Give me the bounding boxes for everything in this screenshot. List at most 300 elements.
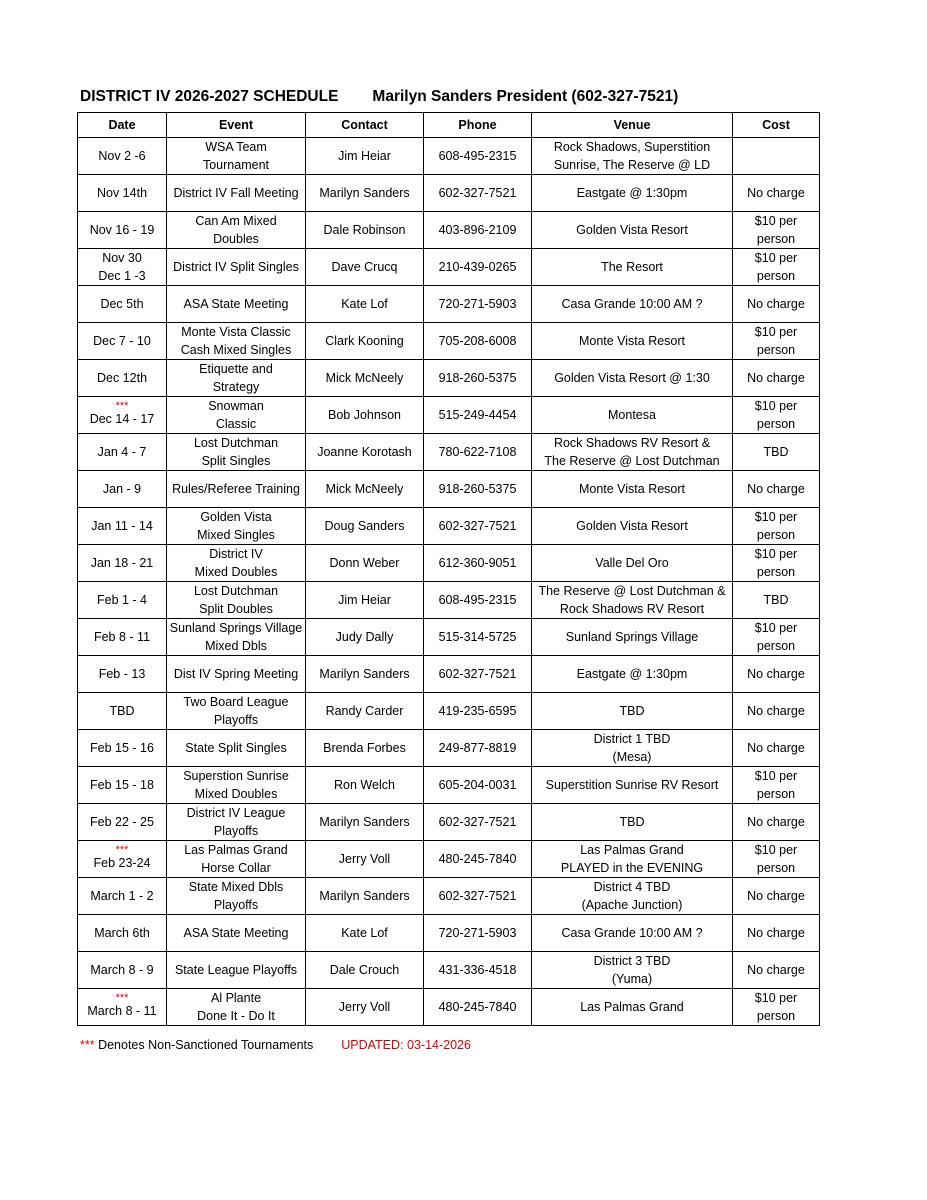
phone-text: 515-249-4454 bbox=[438, 408, 517, 422]
date-line: Nov 16 - 19 bbox=[89, 223, 155, 237]
cell-event bbox=[167, 656, 306, 693]
cell-contact bbox=[306, 915, 424, 952]
event-line: Split Singles bbox=[201, 454, 271, 468]
cell-venue bbox=[532, 508, 733, 545]
table-row bbox=[78, 360, 820, 397]
cell-cost bbox=[733, 508, 820, 545]
cell-event bbox=[167, 619, 306, 656]
cost-line: person bbox=[756, 343, 796, 357]
cell-date bbox=[78, 730, 167, 767]
cost-line: No charge bbox=[747, 371, 805, 385]
cost-line: No charge bbox=[747, 482, 805, 496]
contact-text: Randy Carder bbox=[325, 704, 404, 718]
cell-venue bbox=[532, 989, 733, 1026]
event-line: Las Palmas Grand bbox=[184, 843, 288, 857]
cell-phone bbox=[424, 434, 532, 471]
table-row bbox=[78, 397, 820, 434]
cell-date bbox=[78, 508, 167, 545]
contact-text: Marilyn Sanders bbox=[319, 667, 410, 681]
event-line: Playoffs bbox=[213, 898, 259, 912]
cell-phone bbox=[424, 693, 532, 730]
cell-event bbox=[167, 138, 306, 175]
date-line: March 1 - 2 bbox=[90, 889, 154, 903]
cost-line: person bbox=[756, 1009, 796, 1023]
event-line: Rules/Referee Training bbox=[172, 482, 300, 496]
cell-venue bbox=[532, 730, 733, 767]
date-line: Dec 7 - 10 bbox=[93, 334, 151, 348]
event-line: Split Doubles bbox=[199, 602, 273, 616]
phone-text: 480-245-7840 bbox=[438, 1000, 517, 1014]
cell-cost bbox=[733, 693, 820, 730]
phone-text: 602-327-7521 bbox=[438, 186, 517, 200]
table-row bbox=[78, 878, 820, 915]
cell-date bbox=[78, 138, 167, 175]
phone-text: 602-327-7521 bbox=[438, 519, 517, 533]
cell-venue bbox=[532, 878, 733, 915]
venue-line: Valle Del Oro bbox=[595, 556, 669, 570]
venue-line: Las Palmas Grand bbox=[580, 843, 684, 857]
cell-cost bbox=[733, 804, 820, 841]
cost-line: $10 per bbox=[754, 325, 798, 339]
date-line: TBD bbox=[109, 704, 135, 718]
non-sanctioned-marker: *** bbox=[80, 1038, 95, 1052]
cell-cost bbox=[733, 212, 820, 249]
cell-contact bbox=[306, 138, 424, 175]
venue-line: District 4 TBD bbox=[593, 880, 671, 894]
contact-text: Jim Heiar bbox=[338, 593, 391, 607]
event-line: Snowman bbox=[208, 399, 264, 413]
phone-text: 608-495-2315 bbox=[438, 593, 517, 607]
cell-phone bbox=[424, 508, 532, 545]
cell-event bbox=[167, 693, 306, 730]
event-line: Playoffs bbox=[213, 824, 259, 838]
phone-text: 249-877-8819 bbox=[438, 741, 517, 755]
cell-cost bbox=[733, 360, 820, 397]
cell-phone bbox=[424, 767, 532, 804]
contact-text: Mick McNeely bbox=[325, 482, 404, 496]
table-row bbox=[78, 841, 820, 878]
cell-cost bbox=[733, 915, 820, 952]
cell-cost bbox=[733, 175, 820, 212]
cell-venue bbox=[532, 471, 733, 508]
contact-text: Kate Lof bbox=[341, 297, 388, 311]
cost-line: $10 per bbox=[754, 621, 798, 635]
contact-text: Clark Kooning bbox=[325, 334, 404, 348]
date-line: Dec 14 - 17 bbox=[89, 412, 155, 426]
cell-cost bbox=[733, 323, 820, 360]
non-sanctioned-note: Denotes Non-Sanctioned Tournaments bbox=[94, 1038, 314, 1052]
cell-contact bbox=[306, 693, 424, 730]
venue-line: PLAYED in the EVENING bbox=[560, 861, 704, 875]
cell-contact bbox=[306, 360, 424, 397]
non-sanctioned-star: *** bbox=[115, 400, 129, 412]
cell-contact bbox=[306, 619, 424, 656]
event-line: State Mixed Dbls bbox=[188, 880, 284, 894]
non-sanctioned-star: *** bbox=[115, 844, 129, 856]
cell-event bbox=[167, 878, 306, 915]
cell-phone bbox=[424, 952, 532, 989]
cell-venue bbox=[532, 545, 733, 582]
cell-venue bbox=[532, 656, 733, 693]
schedule-body bbox=[78, 138, 820, 1026]
table-row bbox=[78, 286, 820, 323]
cell-cost bbox=[733, 397, 820, 434]
cell-date bbox=[78, 878, 167, 915]
cost-line: No charge bbox=[747, 889, 805, 903]
venue-line: Las Palmas Grand bbox=[580, 1000, 684, 1014]
cell-contact bbox=[306, 730, 424, 767]
event-line: Lost Dutchman bbox=[193, 436, 279, 450]
event-line: Horse Collar bbox=[201, 861, 271, 875]
cell-venue bbox=[532, 397, 733, 434]
cell-venue bbox=[532, 323, 733, 360]
venue-line: (Yuma) bbox=[611, 972, 653, 986]
table-row bbox=[78, 730, 820, 767]
table-row bbox=[78, 656, 820, 693]
phone-text: 918-260-5375 bbox=[438, 482, 517, 496]
cell-event bbox=[167, 249, 306, 286]
cell-phone bbox=[424, 249, 532, 286]
cell-cost bbox=[733, 545, 820, 582]
event-line: Dist IV Spring Meeting bbox=[173, 667, 299, 681]
cell-phone bbox=[424, 619, 532, 656]
cell-venue bbox=[532, 138, 733, 175]
date-line: March 8 - 9 bbox=[90, 963, 154, 977]
cell-venue bbox=[532, 767, 733, 804]
cell-event bbox=[167, 323, 306, 360]
venue-line: The Reserve @ Lost Dutchman & bbox=[538, 584, 726, 598]
cell-date bbox=[78, 545, 167, 582]
cell-event bbox=[167, 212, 306, 249]
cell-date bbox=[78, 693, 167, 730]
cell-date bbox=[78, 582, 167, 619]
cost-line: No charge bbox=[747, 704, 805, 718]
table-row bbox=[78, 508, 820, 545]
phone-text: 720-271-5903 bbox=[438, 297, 517, 311]
cell-venue bbox=[532, 804, 733, 841]
phone-text: 612-360-9051 bbox=[438, 556, 517, 570]
table-row bbox=[78, 804, 820, 841]
column-header-venue: Venue bbox=[532, 113, 733, 138]
event-line: WSA Team bbox=[205, 140, 267, 154]
column-header-event: Event bbox=[167, 113, 306, 138]
contact-text: Donn Weber bbox=[329, 556, 400, 570]
cell-date bbox=[78, 360, 167, 397]
cell-phone bbox=[424, 286, 532, 323]
cell-event bbox=[167, 915, 306, 952]
cell-event bbox=[167, 767, 306, 804]
venue-line: (Mesa) bbox=[612, 750, 652, 764]
cost-line: TBD bbox=[763, 445, 789, 459]
cell-event bbox=[167, 730, 306, 767]
cell-venue bbox=[532, 434, 733, 471]
date-line: March 6th bbox=[94, 926, 150, 940]
venue-line: Eastgate @ 1:30pm bbox=[576, 667, 688, 681]
cost-line: $10 per bbox=[754, 769, 798, 783]
phone-text: 515-314-5725 bbox=[438, 630, 517, 644]
cell-cost bbox=[733, 841, 820, 878]
venue-line: District 1 TBD bbox=[593, 732, 671, 746]
cell-contact bbox=[306, 249, 424, 286]
cost-line: $10 per bbox=[754, 547, 798, 561]
cost-line: person bbox=[756, 232, 796, 246]
table-row bbox=[78, 915, 820, 952]
venue-line: Sunland Springs Village bbox=[565, 630, 699, 644]
phone-text: 480-245-7840 bbox=[438, 852, 517, 866]
date-line: Feb - 13 bbox=[98, 667, 146, 681]
phone-text: 403-896-2109 bbox=[438, 223, 517, 237]
event-line: Golden Vista bbox=[200, 510, 272, 524]
event-line: Mixed Dbls bbox=[205, 639, 267, 653]
venue-line: Montesa bbox=[608, 408, 656, 422]
cost-line: $10 per bbox=[754, 510, 798, 524]
cell-phone bbox=[424, 138, 532, 175]
cell-cost bbox=[733, 434, 820, 471]
venue-line: Casa Grande 10:00 AM ? bbox=[561, 297, 703, 311]
president-line: Marilyn Sanders President (602-327-7521) bbox=[372, 88, 679, 105]
cost-line: No charge bbox=[747, 815, 805, 829]
event-line: Lost Dutchman bbox=[193, 584, 279, 598]
event-line: District IV Fall Meeting bbox=[173, 186, 299, 200]
table-row bbox=[78, 989, 820, 1026]
contact-text: Jerry Voll bbox=[338, 1000, 391, 1014]
venue-line: The Resort bbox=[601, 260, 663, 274]
cost-line: person bbox=[756, 861, 796, 875]
table-row bbox=[78, 582, 820, 619]
cell-date bbox=[78, 656, 167, 693]
date-line: Dec 1 -3 bbox=[98, 269, 146, 283]
date-line: Nov 2 -6 bbox=[98, 149, 146, 163]
cell-date bbox=[78, 212, 167, 249]
phone-text: 705-208-6008 bbox=[438, 334, 517, 348]
date-line: Feb 15 - 16 bbox=[90, 741, 154, 755]
cell-contact bbox=[306, 471, 424, 508]
cell-phone bbox=[424, 989, 532, 1026]
updated-date: UPDATED: 03-14-2026 bbox=[341, 1038, 471, 1052]
cost-line: $10 per bbox=[754, 843, 798, 857]
document-title bbox=[80, 88, 678, 106]
event-line: Mixed Doubles bbox=[194, 787, 278, 801]
cell-event bbox=[167, 471, 306, 508]
cell-date bbox=[78, 989, 167, 1026]
cell-contact bbox=[306, 212, 424, 249]
cell-contact bbox=[306, 989, 424, 1026]
cell-contact bbox=[306, 841, 424, 878]
cell-event bbox=[167, 989, 306, 1026]
date-line: Jan 11 - 14 bbox=[91, 519, 153, 533]
contact-text: Bob Johnson bbox=[328, 408, 401, 422]
cell-event bbox=[167, 804, 306, 841]
cost-line: No charge bbox=[747, 186, 805, 200]
table-row bbox=[78, 952, 820, 989]
venue-line: Monte Vista Resort bbox=[578, 334, 686, 348]
venue-line: (Apache Junction) bbox=[581, 898, 683, 912]
cost-line: TBD bbox=[763, 593, 789, 607]
event-line: Mixed Doubles bbox=[194, 565, 278, 579]
cost-line: person bbox=[756, 528, 796, 542]
cell-event bbox=[167, 286, 306, 323]
table-row bbox=[78, 434, 820, 471]
date-line: March 8 - 11 bbox=[87, 1004, 157, 1018]
cell-contact bbox=[306, 582, 424, 619]
contact-text: Judy Dally bbox=[335, 630, 394, 644]
cell-contact bbox=[306, 286, 424, 323]
date-line: Jan 4 - 7 bbox=[97, 445, 147, 459]
cell-venue bbox=[532, 841, 733, 878]
contact-text: Kate Lof bbox=[341, 926, 388, 940]
venue-line: Rock Shadows, Superstition bbox=[553, 140, 711, 154]
date-line: Dec 12th bbox=[96, 371, 148, 385]
cell-date bbox=[78, 249, 167, 286]
cell-cost bbox=[733, 249, 820, 286]
cell-phone bbox=[424, 175, 532, 212]
column-header-cost: Cost bbox=[733, 113, 820, 138]
cost-line: $10 per bbox=[754, 399, 798, 413]
cell-cost bbox=[733, 989, 820, 1026]
cell-contact bbox=[306, 434, 424, 471]
cell-contact bbox=[306, 804, 424, 841]
cell-date bbox=[78, 471, 167, 508]
event-line: Cash Mixed Singles bbox=[180, 343, 292, 357]
cell-phone bbox=[424, 545, 532, 582]
table-row bbox=[78, 212, 820, 249]
date-line: Nov 14th bbox=[96, 186, 148, 200]
venue-line: District 3 TBD bbox=[593, 954, 671, 968]
phone-text: 605-204-0031 bbox=[438, 778, 517, 792]
cell-date bbox=[78, 804, 167, 841]
table-header-row bbox=[78, 113, 820, 138]
cell-contact bbox=[306, 545, 424, 582]
cell-cost bbox=[733, 656, 820, 693]
venue-line: Rock Shadows RV Resort & bbox=[553, 436, 711, 450]
cell-date bbox=[78, 841, 167, 878]
event-line: Monte Vista Classic bbox=[181, 325, 291, 339]
phone-text: 608-495-2315 bbox=[438, 149, 517, 163]
event-line: Etiquette and bbox=[199, 362, 273, 376]
cost-line: person bbox=[756, 269, 796, 283]
cell-contact bbox=[306, 656, 424, 693]
cell-phone bbox=[424, 915, 532, 952]
cell-cost bbox=[733, 952, 820, 989]
cell-event bbox=[167, 841, 306, 878]
table-row bbox=[78, 175, 820, 212]
cell-date bbox=[78, 952, 167, 989]
contact-text: Jerry Voll bbox=[338, 852, 391, 866]
cost-line: $10 per bbox=[754, 251, 798, 265]
cell-phone bbox=[424, 471, 532, 508]
cell-venue bbox=[532, 175, 733, 212]
venue-line: Casa Grande 10:00 AM ? bbox=[561, 926, 703, 940]
cell-venue bbox=[532, 915, 733, 952]
cost-line: person bbox=[756, 639, 796, 653]
event-line: Two Board League bbox=[183, 695, 289, 709]
cell-venue bbox=[532, 249, 733, 286]
cell-phone bbox=[424, 841, 532, 878]
venue-line: TBD bbox=[619, 704, 645, 718]
cell-contact bbox=[306, 767, 424, 804]
event-line: District IV bbox=[209, 547, 263, 561]
cell-venue bbox=[532, 619, 733, 656]
cell-date bbox=[78, 619, 167, 656]
cell-date bbox=[78, 175, 167, 212]
event-line: Playoffs bbox=[213, 713, 259, 727]
contact-text: Doug Sanders bbox=[324, 519, 405, 533]
date-line: Jan 18 - 21 bbox=[90, 556, 154, 570]
phone-text: 602-327-7521 bbox=[438, 815, 517, 829]
event-line: Doubles bbox=[213, 232, 259, 246]
cell-venue bbox=[532, 582, 733, 619]
date-line: Feb 15 - 18 bbox=[90, 778, 154, 792]
contact-text: Ron Welch bbox=[334, 778, 395, 792]
cell-venue bbox=[532, 212, 733, 249]
cost-line: $10 per bbox=[754, 991, 798, 1005]
venue-line: Superstition Sunrise RV Resort bbox=[545, 778, 719, 792]
event-line: Classic bbox=[215, 417, 257, 431]
venue-line: The Reserve @ Lost Dutchman bbox=[544, 454, 720, 468]
event-line: Can Am Mixed bbox=[195, 214, 277, 228]
event-line: ASA State Meeting bbox=[183, 926, 289, 940]
date-line: Jan - 9 bbox=[102, 482, 142, 496]
event-line: State League Playoffs bbox=[174, 963, 298, 977]
cost-line: person bbox=[756, 787, 796, 801]
date-line: Nov 30 bbox=[102, 251, 142, 265]
cell-phone bbox=[424, 804, 532, 841]
cell-cost bbox=[733, 138, 820, 175]
cost-line: No charge bbox=[747, 963, 805, 977]
venue-line: Rock Shadows RV Resort bbox=[559, 602, 705, 616]
event-line: Strategy bbox=[212, 380, 260, 394]
contact-text: Brenda Forbes bbox=[323, 741, 406, 755]
phone-text: 720-271-5903 bbox=[438, 926, 517, 940]
cell-cost bbox=[733, 286, 820, 323]
cell-contact bbox=[306, 878, 424, 915]
cell-event bbox=[167, 175, 306, 212]
cell-date bbox=[78, 767, 167, 804]
cell-event bbox=[167, 434, 306, 471]
footer bbox=[80, 1038, 471, 1052]
cell-cost bbox=[733, 730, 820, 767]
date-line: Feb 23-24 bbox=[93, 856, 151, 870]
cell-event bbox=[167, 582, 306, 619]
cell-venue bbox=[532, 360, 733, 397]
contact-text: Marilyn Sanders bbox=[319, 889, 410, 903]
cell-phone bbox=[424, 360, 532, 397]
date-line: Feb 8 - 11 bbox=[93, 630, 151, 644]
cell-cost bbox=[733, 582, 820, 619]
contact-text: Jim Heiar bbox=[338, 149, 391, 163]
event-line: ASA State Meeting bbox=[183, 297, 289, 311]
table-row bbox=[78, 249, 820, 286]
cell-contact bbox=[306, 952, 424, 989]
venue-line: Golden Vista Resort bbox=[576, 519, 688, 533]
table-row bbox=[78, 471, 820, 508]
event-line: Superstion Sunrise bbox=[183, 769, 289, 783]
venue-line: Golden Vista Resort bbox=[576, 223, 688, 237]
cell-contact bbox=[306, 323, 424, 360]
cell-event bbox=[167, 397, 306, 434]
cost-line: No charge bbox=[747, 741, 805, 755]
cell-cost bbox=[733, 878, 820, 915]
cost-line: No charge bbox=[747, 926, 805, 940]
cost-line: No charge bbox=[747, 667, 805, 681]
cell-cost bbox=[733, 471, 820, 508]
event-line: Al Plante bbox=[210, 991, 262, 1005]
phone-text: 431-336-4518 bbox=[438, 963, 517, 977]
cell-event bbox=[167, 360, 306, 397]
table-row bbox=[78, 619, 820, 656]
cell-cost bbox=[733, 619, 820, 656]
table-row bbox=[78, 545, 820, 582]
